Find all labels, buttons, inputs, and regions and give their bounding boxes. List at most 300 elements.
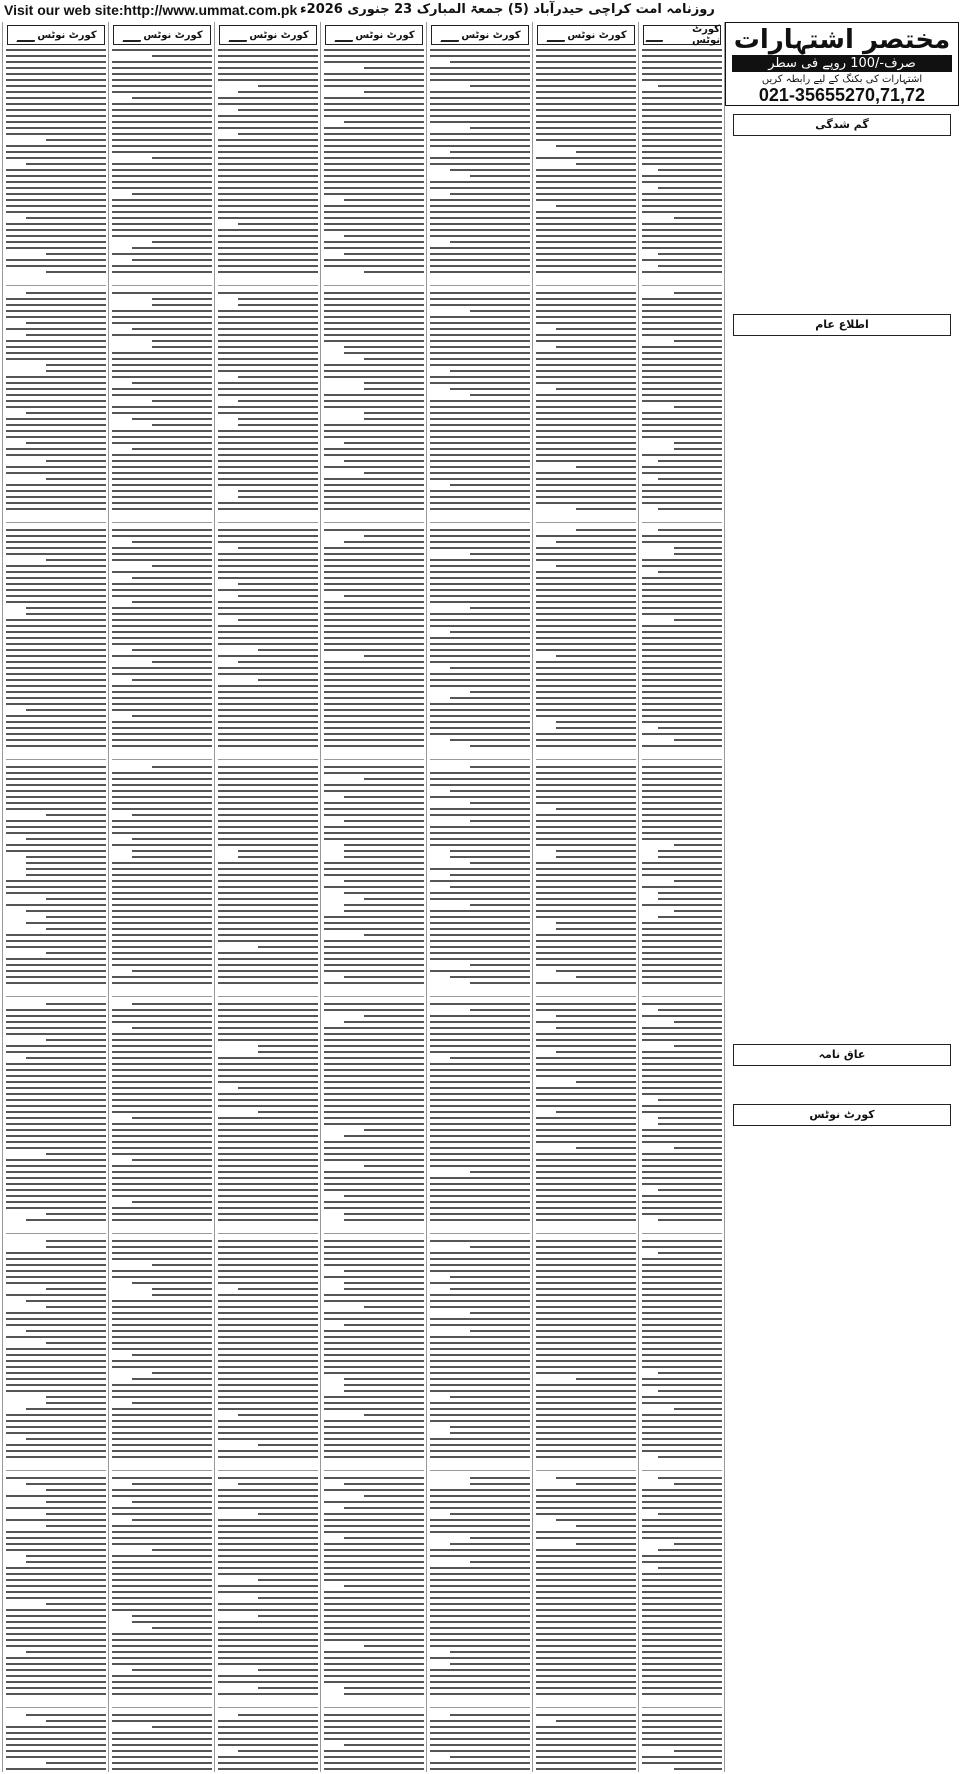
text-line: [324, 316, 424, 318]
text-line: [324, 1177, 424, 1179]
text-line: [642, 535, 722, 537]
text-line: [112, 928, 212, 930]
text-line: [642, 1141, 722, 1143]
text-line: [218, 1396, 318, 1398]
text-line: [6, 109, 106, 111]
text-line: [26, 412, 106, 414]
text-line: [324, 1501, 424, 1503]
text-line: [556, 1111, 636, 1113]
text-line: [324, 1456, 424, 1458]
text-line: [430, 1252, 530, 1254]
text-line: [112, 727, 212, 729]
text-line: [46, 1246, 106, 1248]
text-line: [6, 946, 106, 948]
text-line: [6, 490, 106, 492]
text-line: [6, 778, 106, 780]
text-line: [344, 844, 424, 846]
text-line: [238, 496, 318, 498]
column-heading: [113, 25, 211, 45]
text-line: [112, 733, 212, 735]
text-line: [112, 709, 212, 711]
text-line: [324, 49, 424, 51]
text-line: [642, 583, 722, 585]
text-line: [324, 175, 424, 177]
text-line: [132, 679, 212, 681]
text-line: [536, 1141, 636, 1143]
ad-phone[interactable]: 021-35655270,71,72: [758, 85, 926, 105]
text-line: [658, 253, 722, 255]
text-line: [324, 169, 424, 171]
text-line: [46, 1513, 106, 1515]
text-line: [6, 1744, 106, 1746]
text-line: [112, 1555, 212, 1557]
text-line: [536, 643, 636, 645]
text-line: [6, 211, 106, 213]
text-line: [324, 1051, 424, 1053]
text-line: [642, 1432, 722, 1434]
text-line: [430, 541, 530, 543]
text-line: [430, 1639, 530, 1641]
text-line: [430, 1324, 530, 1326]
text-line: [642, 1183, 722, 1185]
text-line: [536, 1609, 636, 1611]
text-line: [430, 1762, 530, 1764]
text-line: [430, 1645, 530, 1647]
text-line: [218, 1627, 318, 1629]
text-line: [642, 1378, 722, 1380]
text-line: [324, 502, 424, 504]
text-line: [642, 1633, 722, 1635]
notice-separator: [6, 514, 106, 523]
text-line: [112, 691, 212, 693]
text-line: [642, 1177, 722, 1179]
text-line: [218, 892, 318, 894]
text-line: [6, 121, 106, 123]
text-line: [430, 1390, 530, 1392]
text-line: [556, 850, 636, 852]
text-line: [26, 322, 106, 324]
text-line: [430, 1738, 530, 1740]
text-line: [536, 460, 636, 462]
text-line: [536, 91, 636, 93]
text-line: [218, 589, 318, 591]
text-line: [26, 442, 106, 444]
text-line: [324, 265, 424, 267]
text-line: [112, 1153, 212, 1155]
text-line: [470, 553, 530, 555]
text-line: [132, 601, 212, 603]
text-line: [112, 1189, 212, 1191]
text-line: [642, 1537, 722, 1539]
text-line: [112, 115, 212, 117]
text-line: [536, 1366, 636, 1368]
text-line: [658, 898, 722, 900]
text-line: [152, 766, 212, 768]
text-line: [112, 133, 212, 135]
text-line: [430, 1105, 530, 1107]
text-line: [324, 1756, 424, 1758]
text-line: [46, 271, 106, 273]
website-url[interactable]: Visit our web site:http://www.ummat.com.pk: [4, 2, 298, 18]
text-line: [324, 1348, 424, 1350]
text-line: [218, 691, 318, 693]
text-line: [112, 1597, 212, 1599]
text-line: [324, 1609, 424, 1611]
text-line: [450, 1432, 530, 1434]
text-line: [152, 1294, 212, 1296]
text-line: [642, 559, 722, 561]
text-line: [674, 1045, 722, 1047]
text-line: [536, 1531, 636, 1533]
text-line: [6, 1591, 106, 1593]
text-line: [536, 1756, 636, 1758]
text-line: [430, 1750, 530, 1752]
text-line: [324, 163, 424, 165]
text-line: [218, 67, 318, 69]
text-line: [218, 1324, 318, 1326]
column-heading: [7, 25, 105, 45]
text-line: [642, 1081, 722, 1083]
text-line: [6, 1432, 106, 1434]
text-line: [642, 490, 722, 492]
text-line: [344, 121, 424, 123]
text-line: [132, 1483, 212, 1485]
text-line: [536, 1033, 636, 1035]
text-line: [642, 1489, 722, 1491]
text-line: [430, 253, 530, 255]
text-line: [238, 583, 318, 585]
classified-ad-box: [725, 22, 959, 106]
text-line: [536, 1252, 636, 1254]
text-line: [642, 1282, 722, 1284]
text-line: [6, 637, 106, 639]
text-line: [218, 1057, 318, 1059]
text-line: [6, 67, 106, 69]
text-line: [536, 1117, 636, 1119]
text-line: [642, 922, 722, 924]
text-line: [218, 1183, 318, 1185]
text-line: [642, 1288, 722, 1290]
text-line: [6, 1177, 106, 1179]
text-line: [430, 1579, 530, 1581]
text-line: [6, 1117, 106, 1119]
text-line: [642, 1645, 722, 1647]
text-line: [536, 1390, 636, 1392]
text-line: [6, 1621, 106, 1623]
text-line: [674, 1750, 722, 1752]
notice-separator: [536, 277, 636, 286]
text-line: [536, 265, 636, 267]
text-line: [218, 1123, 318, 1125]
text-line: [6, 1171, 106, 1173]
text-line: [112, 502, 212, 504]
text-line: [536, 703, 636, 705]
text-line: [218, 1693, 318, 1695]
text-line: [430, 259, 530, 261]
text-line: [430, 340, 530, 342]
text-line: [238, 619, 318, 621]
text-line: [658, 1390, 722, 1392]
text-line: [218, 1306, 318, 1308]
text-line: [6, 625, 106, 627]
text-line: [324, 832, 424, 834]
text-line: [112, 898, 212, 900]
text-line: [642, 424, 722, 426]
text-line: [642, 229, 722, 231]
text-line: [112, 1276, 212, 1278]
text-line: [218, 322, 318, 324]
text-line: [238, 1087, 318, 1089]
text-line: [536, 559, 636, 561]
text-line: [642, 97, 722, 99]
text-line: [536, 412, 636, 414]
text-line: [642, 388, 722, 390]
text-line: [536, 535, 636, 537]
text-line: [430, 928, 530, 930]
text-line: [324, 97, 424, 99]
text-line: [642, 577, 722, 579]
text-line: [430, 1135, 530, 1137]
text-line: [6, 346, 106, 348]
text-line: [112, 1123, 212, 1125]
text-line: [324, 322, 424, 324]
text-line: [324, 292, 424, 294]
text-line: [6, 1687, 106, 1689]
text-line: [6, 1348, 106, 1350]
text-line: [556, 541, 636, 543]
text-line: [324, 1159, 424, 1161]
text-line: [536, 1258, 636, 1260]
text-line: [536, 340, 636, 342]
text-line: [642, 886, 722, 888]
text-line: [112, 1069, 212, 1071]
text-line: [536, 304, 636, 306]
text-line: [658, 1117, 722, 1119]
text-line: [642, 655, 722, 657]
text-line: [536, 406, 636, 408]
text-line: [6, 1252, 106, 1254]
text-line: [536, 253, 636, 255]
text-line: [218, 1477, 318, 1479]
text-line: [324, 1081, 424, 1083]
text-line: [642, 1306, 722, 1308]
text-line: [6, 1657, 106, 1659]
text-line: [642, 1111, 722, 1113]
text-line: [430, 91, 530, 93]
text-line: [430, 436, 530, 438]
text-line: [642, 1507, 722, 1509]
text-line: [430, 145, 530, 147]
text-line: [536, 376, 636, 378]
text-line: [430, 424, 530, 426]
notice-separator: [218, 751, 318, 760]
text-line: [430, 496, 530, 498]
text-line: [642, 625, 722, 627]
text-line: [642, 1579, 722, 1581]
text-line: [218, 253, 318, 255]
text-line: [218, 1219, 318, 1221]
text-line: [132, 247, 212, 249]
text-line: [642, 1342, 722, 1344]
text-line: [642, 661, 722, 663]
text-line: [430, 472, 530, 474]
text-line: [112, 1645, 212, 1647]
court-notice-label: کورٹ نوٹس: [143, 29, 203, 41]
text-line: [112, 910, 212, 912]
text-line: [324, 637, 424, 639]
text-line: [642, 1360, 722, 1362]
text-line: [450, 61, 530, 63]
text-line: [450, 169, 530, 171]
text-line: [218, 1033, 318, 1035]
text-line: [556, 727, 636, 729]
text-line: [536, 1402, 636, 1404]
text-line: [26, 1057, 106, 1059]
text-line: [642, 151, 722, 153]
text-line: [536, 784, 636, 786]
text-line: [344, 1282, 424, 1284]
text-line: [324, 205, 424, 207]
text-line: [218, 922, 318, 924]
text-line: [26, 1330, 106, 1332]
text-line: [430, 1402, 530, 1404]
text-line: [430, 418, 530, 420]
text-line: [112, 376, 212, 378]
notice-text-block: [321, 49, 427, 1772]
text-line: [112, 1681, 212, 1683]
text-line: [112, 1432, 212, 1434]
text-line: [430, 1489, 530, 1491]
text-line: [218, 1633, 318, 1635]
text-line: [344, 880, 424, 882]
text-line: [324, 874, 424, 876]
text-line: [658, 892, 722, 894]
text-line: [430, 1264, 530, 1266]
notice-separator: [430, 1462, 530, 1471]
text-line: [536, 904, 636, 906]
text-line: [46, 898, 106, 900]
text-line: [430, 940, 530, 942]
text-line: [536, 934, 636, 936]
text-line: [6, 1675, 106, 1677]
text-line: [218, 631, 318, 633]
text-line: [536, 430, 636, 432]
text-line: [536, 1408, 636, 1410]
text-line: [642, 1726, 722, 1728]
text-line: [112, 127, 212, 129]
text-line: [218, 1165, 318, 1167]
text-line: [112, 844, 212, 846]
notice-separator: [324, 1225, 424, 1234]
text-line: [450, 976, 530, 978]
text-line: [642, 73, 722, 75]
text-line: [556, 808, 636, 810]
text-line: [430, 181, 530, 183]
text-line: [536, 235, 636, 237]
text-line: [536, 1129, 636, 1131]
text-line: [536, 442, 636, 444]
text-line: [576, 1543, 636, 1545]
text-line: [324, 1591, 424, 1593]
text-line: [430, 1408, 530, 1410]
court-notice-label: کورٹ نوٹس: [692, 24, 720, 46]
text-line: [536, 1621, 636, 1623]
text-line: [112, 637, 212, 639]
text-line: [642, 1195, 722, 1197]
text-line: [112, 940, 212, 942]
notice-separator: [324, 751, 424, 760]
text-line: [6, 1312, 106, 1314]
text-line: [556, 328, 636, 330]
text-line: [430, 619, 530, 621]
text-line: [132, 328, 212, 330]
text-line: [324, 1141, 424, 1143]
text-line: [112, 589, 212, 591]
text-line: [218, 673, 318, 675]
text-line: [536, 199, 636, 201]
text-line: [324, 1621, 424, 1623]
text-line: [536, 766, 636, 768]
text-line: [642, 1213, 722, 1215]
text-line: [642, 964, 722, 966]
text-line: [6, 1183, 106, 1185]
text-line: [430, 454, 530, 456]
text-line: [218, 484, 318, 486]
text-line: [430, 1549, 530, 1551]
notice-text-block: [533, 49, 639, 1772]
text-line: [430, 1501, 530, 1503]
text-line: [112, 529, 212, 531]
text-line: [430, 109, 530, 111]
text-line: [642, 139, 722, 141]
text-line: [218, 709, 318, 711]
text-line: [430, 778, 530, 780]
text-line: [112, 181, 212, 183]
text-line: [324, 1057, 424, 1059]
text-line: [430, 910, 530, 912]
text-line: [430, 322, 530, 324]
text-line: [642, 91, 722, 93]
text-line: [324, 1603, 424, 1605]
text-line: [430, 946, 530, 948]
text-line: [324, 1726, 424, 1728]
text-line: [536, 1573, 636, 1575]
text-line: [324, 1513, 424, 1515]
text-line: [46, 1213, 106, 1215]
text-line: [6, 772, 106, 774]
text-line: [324, 565, 424, 567]
text-line: [536, 619, 636, 621]
text-line: [26, 838, 106, 840]
text-line: [642, 928, 722, 930]
text-line: [112, 1750, 212, 1752]
text-line: [6, 103, 106, 105]
text-line: [6, 691, 106, 693]
text-line: [6, 790, 106, 792]
text-line: [536, 1330, 636, 1332]
text-line: [218, 169, 318, 171]
newspaper-masthead: روزنامہ امت کراچی حیدرآباد (5) جمعۃ المبارک 23 جنوری 2026ء: [300, 2, 715, 17]
text-line: [6, 1669, 106, 1671]
text-line: [218, 838, 318, 840]
text-line: [218, 1726, 318, 1728]
text-line: [112, 217, 212, 219]
text-line: [642, 904, 722, 906]
text-line: [324, 1207, 424, 1209]
text-line: [218, 607, 318, 609]
text-line: [112, 802, 212, 804]
text-line: [430, 1069, 530, 1071]
